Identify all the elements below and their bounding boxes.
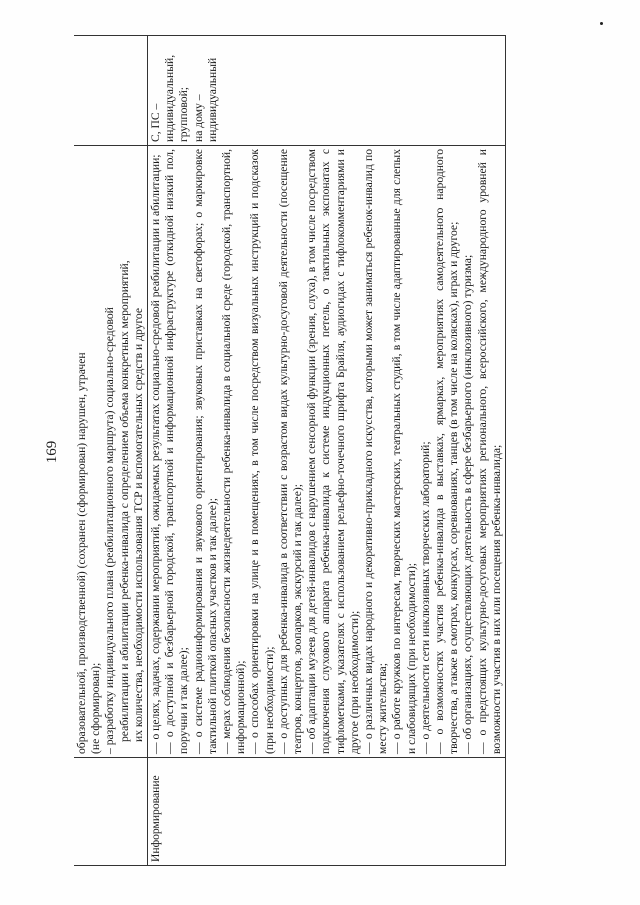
empty-label-cell — [74, 758, 148, 866]
list-item: — о предстоящих культурно-досуговых мероприятиях регионального, всероссийского, международного уровней и возможности участия в них или посещения ребенка-инвалида; — [475, 149, 503, 754]
scan-speck — [600, 22, 603, 25]
form-line: индивидуальный — [205, 57, 219, 142]
empty-form-cell — [74, 36, 148, 146]
table-row-informing — [148, 36, 506, 866]
list-item: — о доступных для ребенка-инвалида в соответствии с возрастом видах культурно-досуговой деятельности (посещение театров, концертов, зоопарков, экскурсий и так далее); — [276, 149, 305, 754]
list-item: — о работе кружков по интересам, творческих мастерских, театральных студий, в том числе адаптированные для слепых и слабовидящих (при необходимости); — [390, 149, 418, 754]
executor-text: С, ПС – — [149, 103, 163, 142]
continued-line: (не сформирован); — [89, 662, 103, 754]
row-label: Информирование — [149, 775, 163, 862]
form-cell — [148, 36, 506, 146]
page-number: 169 — [44, 440, 60, 464]
list-item: — о способах ориентировки на улице и в помещениях, в том числе посредством визуальных инструкций и подсказок (при необходимости); — [248, 149, 276, 754]
table-row-continued — [74, 36, 148, 866]
continued-line: реабилитации и абилитации ребенка-инвалида с определением объема конкретных мероприятий, — [117, 260, 131, 742]
list-item: — о различных видах народного и декоративно-прикладного искусства, которыми может заниматься ребенок-инвалид по месту жительства; — [362, 149, 390, 754]
list-item: — о возможностях участия ребенка-инвалида в выставках, ярмарках, мероприятиях самодеятельного народного творчества, а также в смотрах, конкурсах, соревнованиях, танцев (в том числе на колясках), играх и другое; — [433, 149, 461, 754]
list-item: — о доступной и безбарьерной городской, транспортной и информационной инфраструктуре (откидной низкий пол, поручни и так далее); — [163, 149, 191, 754]
form-line: индивидуальный, — [163, 54, 177, 142]
row-label-cell — [148, 758, 506, 866]
list-item: — мерах соблюдения безопасности жизнедеятельности ребенка-инвалида в социальной среде (городской, транспортной, информационной); — [220, 149, 248, 754]
list-item: — об организациях, осуществляющих деятельность в сфере безбарьерного (инклюзивного) туризма; — [461, 254, 475, 754]
document-table — [74, 35, 506, 866]
rotated-page-content — [40, 32, 600, 872]
form-line: на дому – — [191, 94, 205, 142]
continued-line: образовательной, производственной) (сохранен (сформирован) нарушен, утрачен — [75, 352, 88, 754]
continued-line: их количества, необходимости использования ТСР и вспомогательных средств и другое — [131, 308, 145, 742]
continued-content-cell — [74, 146, 148, 758]
informing-content-cell — [148, 146, 506, 758]
list-item: — о деятельности сети инклюзивных творческих лабораторий; — [418, 441, 432, 754]
form-line: групповой; — [177, 86, 191, 142]
list-item: — об адаптации музеев для детей-инвалидов с нарушением сенсорной функции (зрения, слуха), в том числе посредством подключения слухового аппарата ребенка-инвалида к системе индукционных петель, о тактильных экспонатах с тифлометками, указателях с использованием рельефно-точечного шрифта Брайля, аудиогидах с тифлокомментариями и другое (при необходимости); — [305, 149, 361, 754]
continued-line: – разработку индивидуального плана (реабилитационного маршрута) социально-средовой — [103, 307, 117, 754]
list-item: — о системе радиоинформирования и звукового ориентирования; звуковых приставках на светофорах; о маркировке тактильной плиткой опасных участков и так далее); — [191, 149, 219, 754]
list-item: — о целях, задачах, содержании мероприятий, ожидаемых результатах социально-средовой реабилитации и абилитации; — [149, 154, 163, 754]
